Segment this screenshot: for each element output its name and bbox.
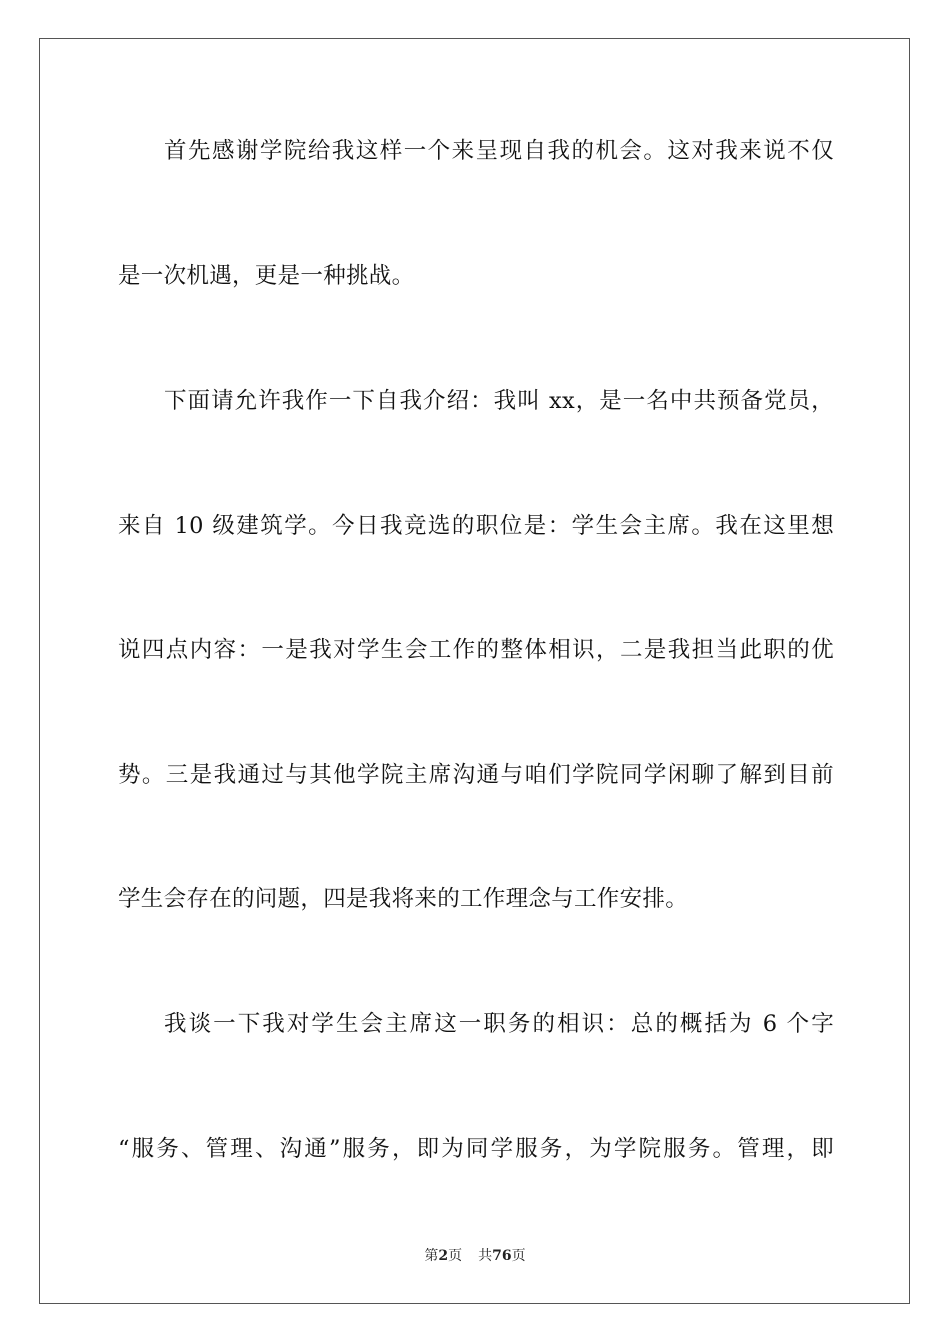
- paragraph-2-line-3: 说四点内容：一是我对学生会工作的整体相识，二是我担当此职的优: [118, 637, 834, 663]
- paragraph-3-line-2: “服务、管理、沟通”服务，即为同学服务，为学院服务。管理，即: [118, 1136, 834, 1162]
- paragraph-2-line-5: 学生会存在的问题，四是我将来的工作理念与工作安排。: [118, 886, 689, 912]
- page-prefix: 第: [424, 1248, 439, 1264]
- total-suffix: 页: [511, 1248, 526, 1264]
- total-pages: 76: [492, 1248, 512, 1264]
- page-border: [39, 38, 910, 1304]
- page-number: 2: [438, 1248, 449, 1264]
- total-prefix: 共: [478, 1248, 493, 1264]
- paragraph-2-line-4: 势。三是我通过与其他学院主席沟通与咱们学院同学闲聊了解到目前: [118, 762, 834, 788]
- paragraph-3-line-1: 我谈一下我对学生会主席这一职务的相识：总的概括为 6 个字: [164, 1011, 834, 1037]
- page-footer: [0, 1247, 950, 1265]
- paragraph-2-line-1: 下面请允许我作一下自我介绍：我叫 xx，是一名中共预备党员，: [164, 388, 834, 414]
- paragraph-2-line-2: 来自 10 级建筑学。今日我竞选的职位是：学生会主席。我在这里想: [118, 513, 834, 539]
- paragraph-1-line-1: 首先感谢学院给我这样一个来呈现自我的机会。这对我来说不仅: [164, 138, 834, 164]
- page-suffix: 页: [448, 1248, 463, 1264]
- paragraph-1-line-2: 是一次机遇，更是一种挑战。: [118, 263, 415, 289]
